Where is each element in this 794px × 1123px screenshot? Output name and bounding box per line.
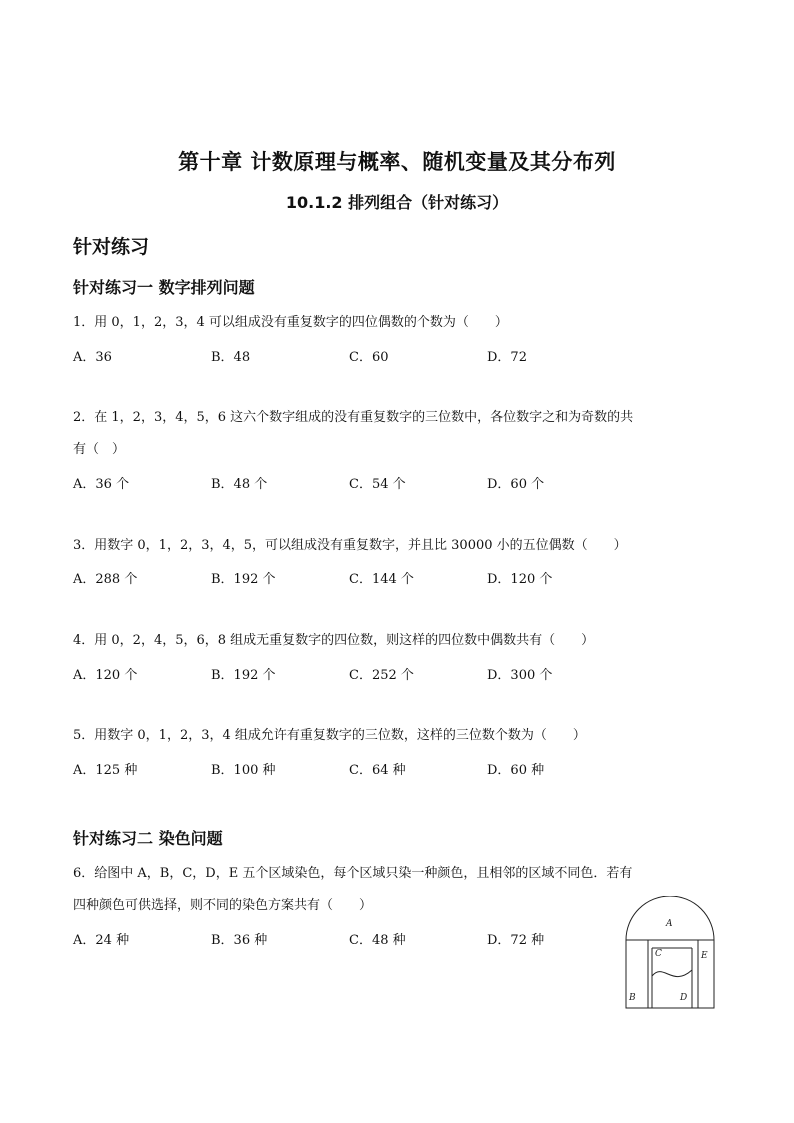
page-subtitle: 10.1.2 排列组合（针对练习） <box>285 193 509 212</box>
question-2-text-line1: 2．在 1，2，3，4，5，6 这六个数字组成的没有重复数字的三位数中，各位数字之和为奇数的共 <box>73 410 634 425</box>
page-title: 第十章 计数原理与概率、随机变量及其分布列 <box>178 150 616 174</box>
question-2-option-d: D．60 个 <box>487 477 545 492</box>
question-2-option-c: C．54 个 <box>349 477 406 492</box>
question-6-option-c: C．48 种 <box>349 933 406 948</box>
question-5-option-d: D．60 种 <box>487 763 545 778</box>
question-6-text-line1: 6．给图中 A，B，C，D，E 五个区域染色，每个区域只染一种颜色，且相邻的区域不同色．若有 <box>73 866 633 881</box>
question-1-text: 1．用 0，1，2，3，4 可以组成没有重复数字的四位偶数的个数为（ ） <box>73 315 508 330</box>
question-2-option-b: B．48 个 <box>211 477 268 492</box>
question-1-option-b: B．48 <box>211 350 251 365</box>
question-4-option-c: C．252 个 <box>349 668 414 683</box>
question-5-text: 5．用数字 0，1，2，3，4 组成允许有重复数字的三位数，这样的三位数个数为（ ） <box>73 728 586 743</box>
section-title-2: 针对练习二 染色问题 <box>73 829 223 848</box>
diagram-label-c: C <box>655 949 662 959</box>
question-6-option-a: A．24 种 <box>73 933 130 948</box>
question-1-option-d: D．72 <box>487 350 527 365</box>
question-4-option-d: D．300 个 <box>487 668 553 683</box>
question-1-option-c: C．60 <box>349 350 389 365</box>
question-3-text: 3．用数字 0，1，2，3，4，5，可以组成没有重复数字，并且比 30000 小的五位偶数（ ） <box>73 538 627 553</box>
question-3-option-b: B．192 个 <box>211 572 276 587</box>
question-6-option-b: B．36 种 <box>211 933 268 948</box>
question-3-option-d: D．120 个 <box>487 572 553 587</box>
question-2-text-line2: 有（ ） <box>73 442 126 457</box>
diagram-label-a: A <box>666 919 673 929</box>
question-5-option-a: A．125 种 <box>73 763 138 778</box>
question-1-option-a: A．36 <box>73 350 112 365</box>
question-2-option-a: A．36 个 <box>73 477 130 492</box>
question-3-option-c: C．144 个 <box>349 572 414 587</box>
diagram-label-e: E <box>701 951 708 961</box>
diagram-wave-line <box>652 970 692 977</box>
diagram-label-d: D <box>680 993 688 1003</box>
region-diagram <box>622 896 718 1014</box>
question-5-option-b: B．100 种 <box>211 763 276 778</box>
section-title-1: 针对练习一 数字排列问题 <box>73 278 255 297</box>
question-6-text-line2: 四种颜色可供选择，则不同的染色方案共有（ ） <box>73 898 373 913</box>
section-heading: 针对练习 <box>73 236 150 258</box>
diagram-label-b: B <box>629 993 636 1003</box>
question-3-option-a: A．288 个 <box>73 572 138 587</box>
question-4-option-a: A．120 个 <box>73 668 138 683</box>
question-4-text: 4．用 0，2，4，5，6，8 组成无重复数字的四位数，则这样的四位数中偶数共有（ ） <box>73 633 595 648</box>
question-6-option-d: D．72 种 <box>487 933 545 948</box>
question-5-option-c: C．64 种 <box>349 763 406 778</box>
question-4-option-b: B．192 个 <box>211 668 276 683</box>
